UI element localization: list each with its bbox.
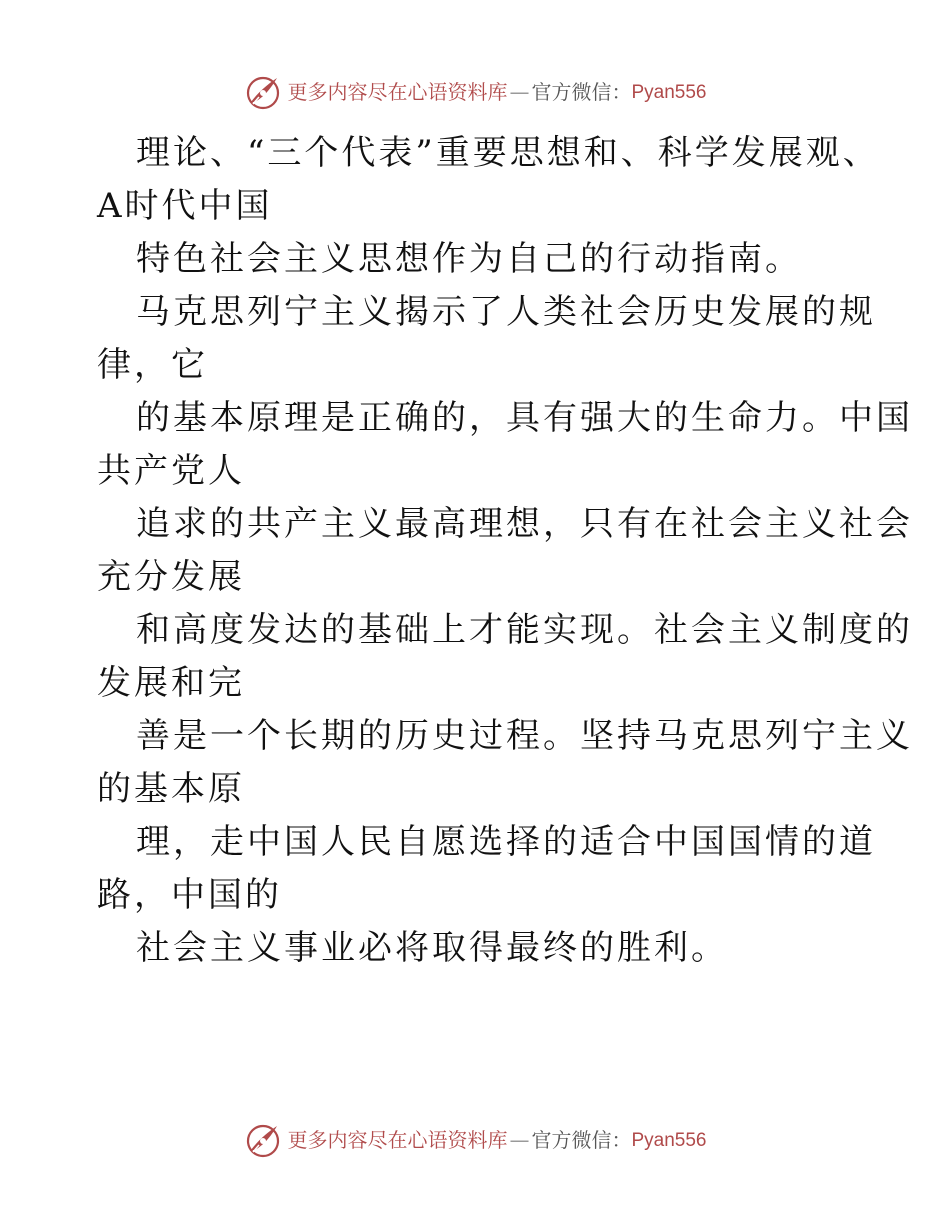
text-line: 的基本原 — [97, 769, 245, 809]
banner-official-label: 官方微信： — [531, 80, 632, 104]
text-line: 律，它 — [97, 345, 208, 385]
quill-logo-icon — [243, 1120, 283, 1160]
text-line: 路，中国的 — [97, 875, 282, 915]
watermark-banner — [243, 1120, 706, 1160]
banner-brand-text: 更多内容尽在心语资料库 — [287, 80, 508, 104]
text-line: 和高度发达的基础上才能实现。社会主义制度的 — [136, 610, 913, 650]
page-header — [0, 70, 950, 114]
document-body — [97, 127, 913, 975]
text-line: 善是一个长期的历史过程。坚持马克思列宁主义 — [136, 716, 913, 756]
text-line: 特色社会主义思想作为自己的行动指南。 — [136, 239, 802, 279]
text-line: 社会主义事业必将取得最终的胜利。 — [136, 928, 728, 968]
text-line: 发展和完 — [97, 663, 245, 703]
banner-wechat-handle: Pyan556 — [631, 81, 707, 103]
text-line: 马克思列宁主义揭示了人类社会历史发展的规 — [136, 292, 876, 332]
quill-logo-icon — [243, 72, 283, 112]
text-line: 理，走中国人民自愿选择的适合中国国情的道 — [136, 822, 876, 862]
banner-brand-text: 更多内容尽在心语资料库 — [287, 1128, 508, 1152]
text-line: 的基本原理是正确的，具有强大的生命力。中国 — [136, 398, 913, 438]
banner-wechat-handle: Pyan556 — [631, 1129, 707, 1151]
text-line: 追求的共产主义最高理想，只有在社会主义社会 — [136, 504, 913, 544]
text-line: 充分发展 — [97, 557, 245, 597]
watermark-banner — [243, 72, 706, 112]
text-line: 共产党人 — [97, 451, 245, 491]
page-footer — [0, 1118, 950, 1162]
banner-separator: — — [509, 80, 530, 104]
banner-official-label: 官方微信： — [531, 1128, 632, 1152]
text-line: A时代中国 — [97, 186, 273, 226]
banner-separator: — — [509, 1128, 530, 1152]
text-line: 理论、“三个代表”重要思想和、科学发展观、 — [136, 133, 880, 173]
